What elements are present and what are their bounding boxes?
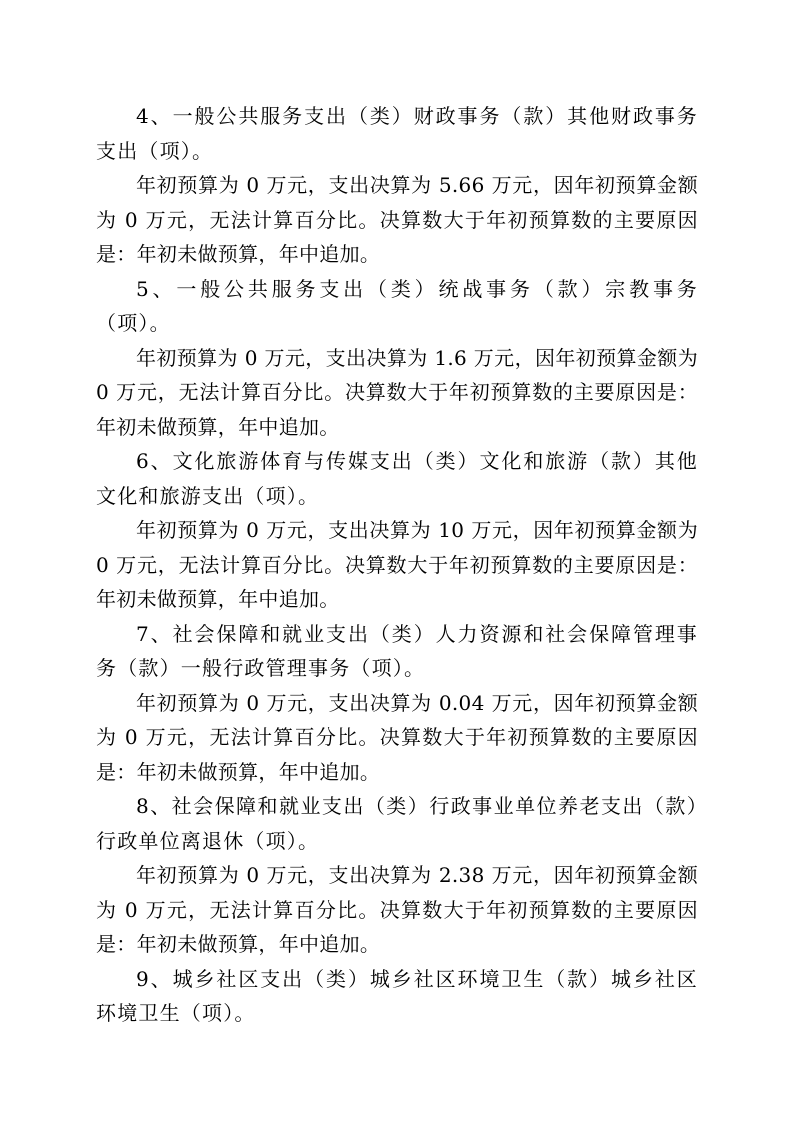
item-7-body: 年初预算为 0 万元，支出决算为 0.04 万元，因年初预算金额为 0 万元，无法计算百分比。决算数大于年初预算数的主要原因是：年初未做预算，年中追加。	[96, 690, 698, 784]
item-7-heading: 7、社会保障和就业支出（类）人力资源和社会保障管理事务（款）一般行政管理事务（项）。	[96, 621, 698, 680]
item-4-heading: 4、一般公共服务支出（类）财政事务（款）其他财政事务支出（项）。	[96, 104, 698, 163]
item-6-body: 年初预算为 0 万元，支出决算为 10 万元，因年初预算金额为 0 万元，无法计算百分比。决算数大于年初预算数的主要原因是：年初未做预算，年中追加。	[96, 518, 698, 611]
item-8-body: 年初预算为 0 万元，支出决算为 2.38 万元，因年初预算金额为 0 万元，无法计算百分比。决算数大于年初预算数的主要原因是：年初未做预算，年中追加。	[96, 863, 698, 956]
item-5-heading: 5、一般公共服务支出（类）统战事务（款）宗教事务（项）。	[96, 276, 698, 335]
item-4-body: 年初预算为 0 万元，支出决算为 5.66 万元，因年初预算金额为 0 万元，无法计算百分比。决算数大于年初预算数的主要原因是：年初未做预算，年中追加。	[96, 173, 698, 266]
item-6-heading: 6、文化旅游体育与传媒支出（类）文化和旅游（款）其他文化和旅游支出（项）。	[96, 449, 698, 508]
document-page	[96, 99, 698, 1031]
item-5-body: 年初预算为 0 万元，支出决算为 1.6 万元，因年初预算金额为 0 万元，无法计算百分比。决算数大于年初预算数的主要原因是：年初未做预算，年中追加。	[96, 345, 698, 439]
item-9-heading: 9、城乡社区支出（类）城乡社区环境卫生（款）城乡社区环境卫生（项）。	[96, 966, 698, 1025]
item-8-heading: 8、社会保障和就业支出（类）行政事业单位养老支出（款）行政单位离退休（项）。	[96, 794, 698, 853]
